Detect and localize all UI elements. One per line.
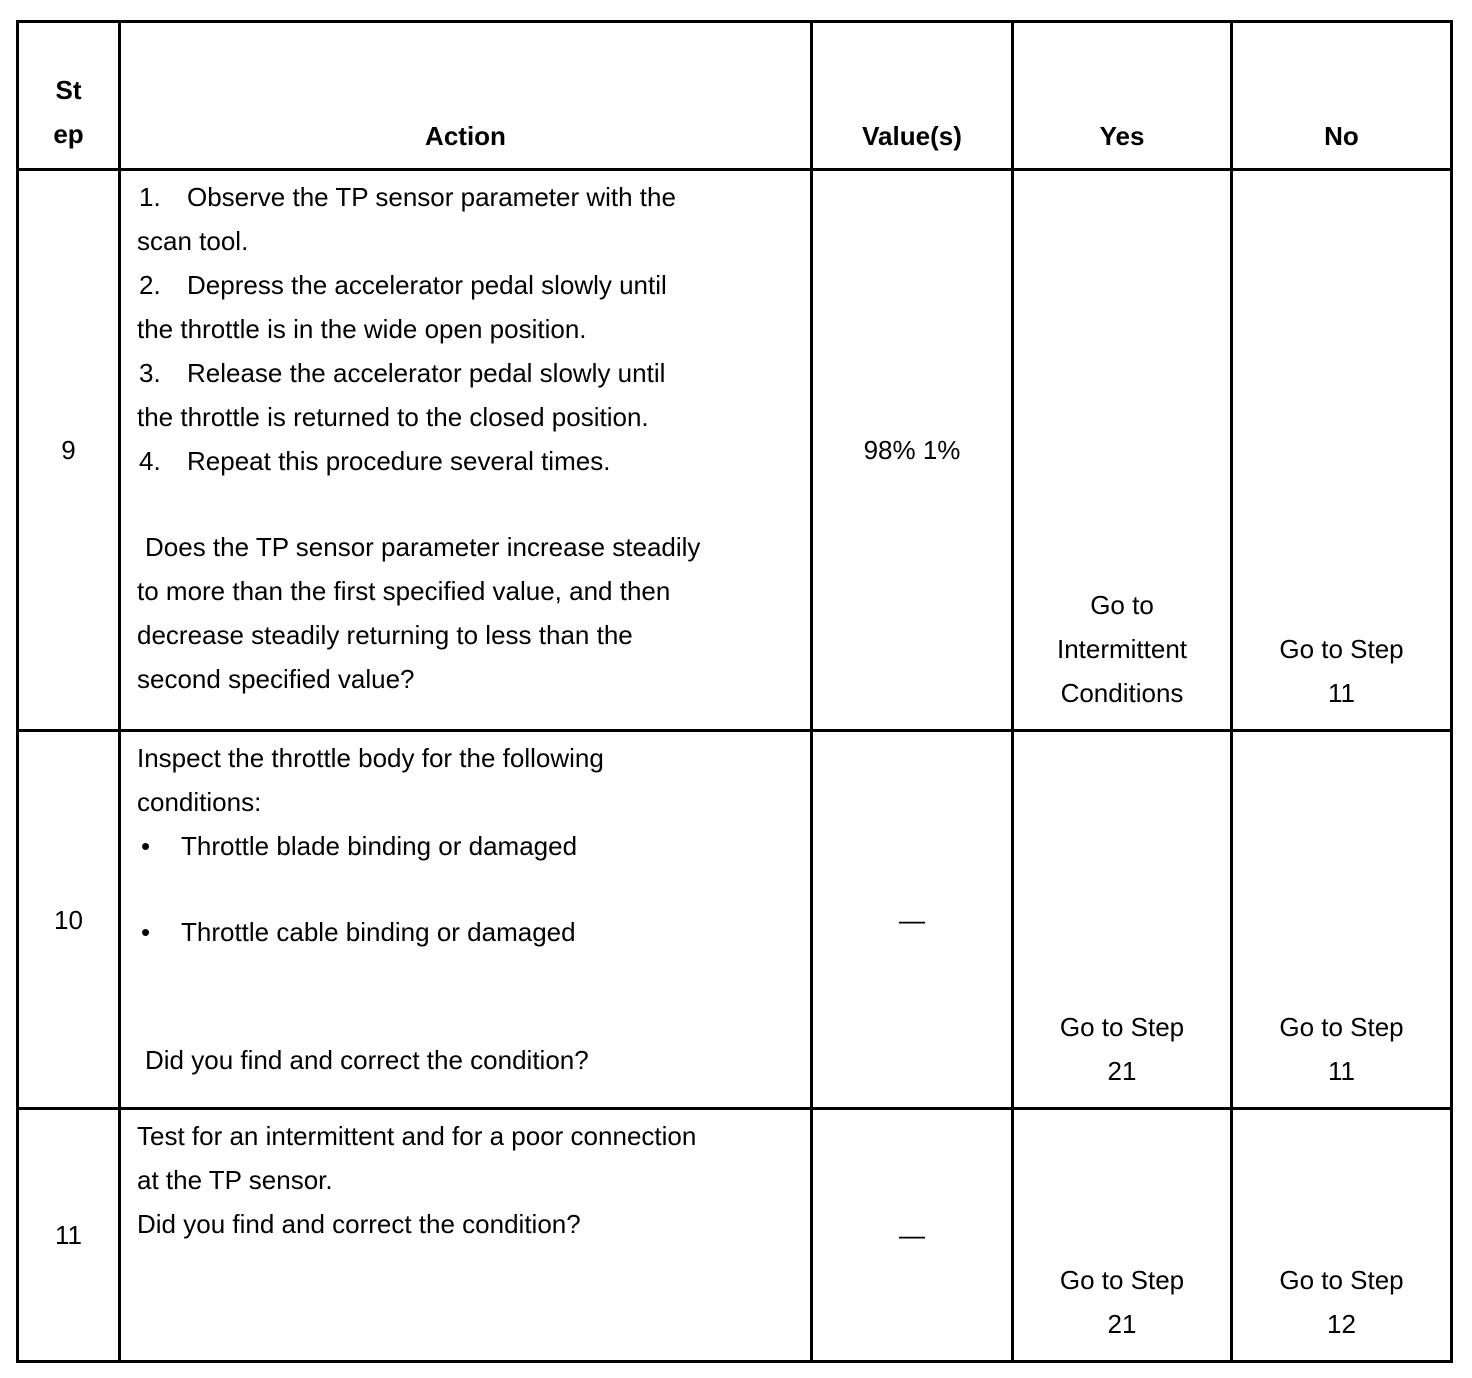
header-values: Value(s): [812, 22, 1013, 170]
value-cell: 98% 1%: [812, 170, 1013, 731]
action-cell: Test for an intermittent and for a poor connection at the TP sensor. Did you find and correct the condition?: [120, 1109, 812, 1362]
table-row-step-10: [18, 731, 1452, 1109]
action-step-3: 3. Release the accelerator pedal slowly until: [139, 358, 666, 388]
yes-cell: Go to Step 21: [1013, 1109, 1232, 1362]
bullet-item: • Throttle cable binding or damaged: [141, 917, 576, 947]
action-step-1: 1. Observe the TP sensor parameter with the: [139, 182, 676, 212]
value-cell: —: [812, 1109, 1013, 1362]
action-cell: 1. Observe the TP sensor parameter with the scan tool. 2. Depress the accelerator pedal slowly until the throttle is in the wide open position. 3. Release the accelerator pedal slowly until the throttle is returned to the closed position. 4. Repeat this procedure several times. Does the TP sensor parameter increase steadily to more than the first specified value, and then decrease steadily returning to less than the second specified value?: [120, 170, 812, 731]
step-number: 10: [18, 731, 120, 1109]
header-no: No: [1232, 22, 1452, 170]
table-row-step-11: [18, 1109, 1452, 1362]
action-question: Does the TP sensor parameter increase steadily: [145, 532, 701, 562]
no-cell: Go to Step 12: [1232, 1109, 1452, 1362]
action-cell: Inspect the throttle body for the following conditions: • Throttle blade binding or damaged • Throttle cable binding or damaged Did you find and correct the condition?: [120, 731, 812, 1109]
value-cell: —: [812, 731, 1013, 1109]
action-step-2: 2. Depress the accelerator pedal slowly until: [139, 270, 667, 300]
header-row: [18, 22, 1452, 170]
action-step-4: 4. Repeat this procedure several times.: [139, 446, 611, 476]
diagnostic-table: [16, 20, 1453, 1363]
no-cell: Go to Step 11: [1232, 170, 1452, 731]
bullet-item: • Throttle blade binding or damaged: [141, 831, 578, 861]
step-number: 9: [18, 170, 120, 731]
yes-cell: Go to Step 21: [1013, 731, 1232, 1109]
yes-cell: Go to Intermittent Conditions: [1013, 170, 1232, 731]
header-yes: Yes: [1013, 22, 1232, 170]
step-number: 11: [18, 1109, 120, 1362]
header-action: Action: [120, 22, 812, 170]
action-question: Did you find and correct the condition?: [145, 1045, 589, 1075]
header-step: St ep: [18, 22, 120, 170]
table-row-step-9: [18, 170, 1452, 731]
no-cell: Go to Step 11: [1232, 731, 1452, 1109]
